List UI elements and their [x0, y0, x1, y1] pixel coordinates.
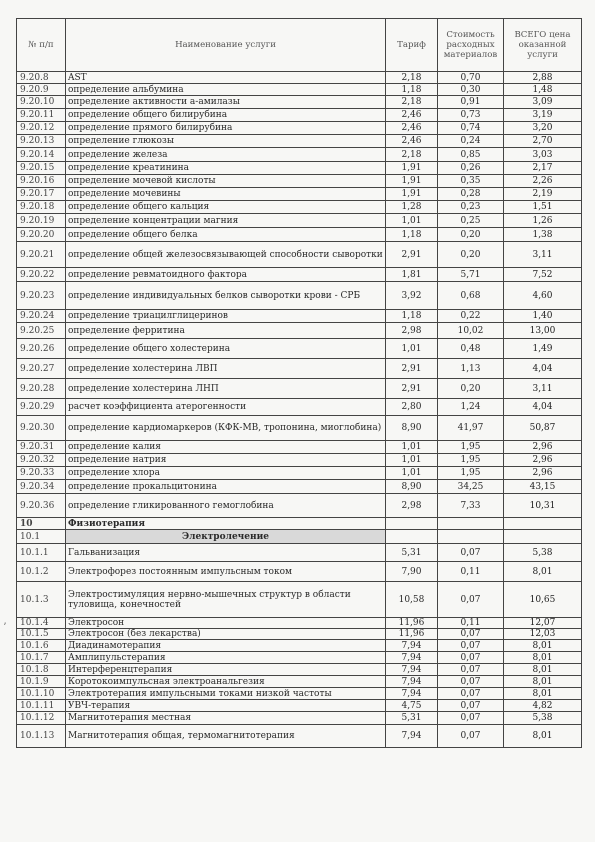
service-name: Электросон — [66, 618, 386, 629]
total-cell: 3,09 — [504, 96, 582, 109]
total-cell: 2,88 — [504, 72, 582, 84]
row-number: 9.20.26 — [17, 339, 66, 359]
margin-mark: ʼ — [3, 622, 7, 633]
row-number: 9.20.32 — [17, 454, 66, 467]
table-row — [17, 379, 582, 399]
table-row — [17, 175, 582, 188]
service-name: Коротокоимпульсная электроанальгезия — [66, 676, 386, 688]
table-row — [17, 664, 582, 676]
total-cell: 2,17 — [504, 162, 582, 175]
total-cell: 7,52 — [504, 268, 582, 282]
tariff-cell: 4,75 — [386, 700, 438, 712]
row-number: 9.20.22 — [17, 268, 66, 282]
materials-cell: 0,07 — [438, 712, 504, 725]
total-cell: 4,04 — [504, 399, 582, 416]
tariff-cell — [386, 530, 438, 544]
row-number: 10.1.13 — [17, 725, 66, 748]
row-number: 9.20.25 — [17, 323, 66, 339]
tariff-cell: 2,18 — [386, 96, 438, 109]
table-row — [17, 162, 582, 175]
table-row — [17, 214, 582, 228]
materials-cell: 1,95 — [438, 454, 504, 467]
table-row — [17, 268, 582, 282]
row-number: 9.20.28 — [17, 379, 66, 399]
row-number: 9.20.19 — [17, 214, 66, 228]
materials-cell: 0,30 — [438, 84, 504, 96]
row-number: 10.1.12 — [17, 712, 66, 725]
tariff-cell: 7,94 — [386, 652, 438, 664]
total-cell: 8,01 — [504, 652, 582, 664]
materials-cell: 0,07 — [438, 629, 504, 640]
tariff-cell: 5,31 — [386, 712, 438, 725]
tariff-cell: 2,91 — [386, 359, 438, 379]
tariff-cell: 2,46 — [386, 135, 438, 148]
price-table — [16, 18, 582, 748]
table-row — [17, 399, 582, 416]
tariff-cell: 8,90 — [386, 416, 438, 441]
service-name: определение холестерина ЛВП — [66, 359, 386, 379]
materials-cell: 0,20 — [438, 228, 504, 242]
tariff-cell: 2,98 — [386, 323, 438, 339]
table-row — [17, 652, 582, 664]
service-name: определение кардиомаркеров (КФК-МВ, тропонина, миоглобина) — [66, 416, 386, 441]
row-number: 9.20.30 — [17, 416, 66, 441]
table-row — [17, 135, 582, 148]
materials-cell: 0,73 — [438, 109, 504, 122]
total-cell: 4,82 — [504, 700, 582, 712]
table-row — [17, 96, 582, 109]
materials-cell: 41,97 — [438, 416, 504, 441]
table-row — [17, 467, 582, 480]
tariff-cell: 1,01 — [386, 467, 438, 480]
tariff-cell: 2,91 — [386, 379, 438, 399]
service-name: Электролечение — [66, 530, 386, 544]
tariff-cell: 7,94 — [386, 688, 438, 700]
header-num: № п/п — [17, 19, 66, 72]
header-total: ВСЕГО цена оказанной услуги — [504, 19, 582, 72]
table-row — [17, 700, 582, 712]
total-cell: 2,96 — [504, 441, 582, 454]
table-row — [17, 480, 582, 494]
materials-cell: 0,23 — [438, 201, 504, 214]
tariff-cell: 10,58 — [386, 582, 438, 618]
tariff-cell: 2,80 — [386, 399, 438, 416]
materials-cell: 0,07 — [438, 664, 504, 676]
row-number: 9.20.31 — [17, 441, 66, 454]
total-cell: 2,26 — [504, 175, 582, 188]
total-cell: 8,01 — [504, 640, 582, 652]
service-name: Магнитотерапия общая, термомагнитотерапия — [66, 725, 386, 748]
total-cell: 1,26 — [504, 214, 582, 228]
table-row — [17, 323, 582, 339]
service-name: Электротерапия импульсными токами низкой частоты — [66, 688, 386, 700]
tariff-cell: 1,01 — [386, 339, 438, 359]
table-row — [17, 712, 582, 725]
tariff-cell: 7,94 — [386, 676, 438, 688]
table-row — [17, 201, 582, 214]
row-number: 9.20.16 — [17, 175, 66, 188]
total-cell: 2,96 — [504, 454, 582, 467]
materials-cell: 0,07 — [438, 582, 504, 618]
tariff-cell: 1,01 — [386, 454, 438, 467]
table-row — [17, 188, 582, 201]
row-number: 10.1.6 — [17, 640, 66, 652]
table-row — [17, 725, 582, 748]
table-row — [17, 494, 582, 518]
price-list-page — [16, 18, 581, 748]
row-number: 9.20.21 — [17, 242, 66, 268]
table-row — [17, 339, 582, 359]
table-row — [17, 441, 582, 454]
table-row — [17, 148, 582, 162]
total-cell: 8,01 — [504, 688, 582, 700]
total-cell: 43,15 — [504, 480, 582, 494]
materials-cell: 0,07 — [438, 676, 504, 688]
service-name: определение натрия — [66, 454, 386, 467]
total-cell: 50,87 — [504, 416, 582, 441]
table-body — [17, 72, 582, 748]
total-cell: 10,65 — [504, 582, 582, 618]
table-row — [17, 618, 582, 629]
tariff-cell: 1,81 — [386, 268, 438, 282]
table-row — [17, 688, 582, 700]
materials-cell: 0,07 — [438, 652, 504, 664]
materials-cell: 0,25 — [438, 214, 504, 228]
total-cell: 1,40 — [504, 310, 582, 323]
row-number: 9.20.36 — [17, 494, 66, 518]
header-tariff: Тариф — [386, 19, 438, 72]
row-number: 9.20.24 — [17, 310, 66, 323]
row-number: 10 — [17, 518, 66, 530]
table-row — [17, 72, 582, 84]
total-cell: 5,38 — [504, 544, 582, 562]
row-number: 10.1.3 — [17, 582, 66, 618]
total-cell: 12,07 — [504, 618, 582, 629]
row-number: 9.20.20 — [17, 228, 66, 242]
materials-cell: 0,07 — [438, 544, 504, 562]
service-name: Гальванизация — [66, 544, 386, 562]
row-number: 9.20.29 — [17, 399, 66, 416]
header-name: Наименование услуги — [66, 19, 386, 72]
service-name: определение глюкозы — [66, 135, 386, 148]
materials-cell: 0,07 — [438, 640, 504, 652]
total-cell: 3,03 — [504, 148, 582, 162]
tariff-cell: 1,28 — [386, 201, 438, 214]
materials-cell: 0,91 — [438, 96, 504, 109]
total-cell: 3,20 — [504, 122, 582, 135]
table-row — [17, 676, 582, 688]
table-row — [17, 109, 582, 122]
row-number: 9.20.23 — [17, 282, 66, 310]
materials-cell: 0,07 — [438, 688, 504, 700]
table-row — [17, 640, 582, 652]
row-number: 9.20.15 — [17, 162, 66, 175]
total-cell: 8,01 — [504, 664, 582, 676]
materials-cell: 0,07 — [438, 700, 504, 712]
row-number: 10.1.11 — [17, 700, 66, 712]
row-number: 9.20.8 — [17, 72, 66, 84]
tariff-cell: 1,18 — [386, 84, 438, 96]
tariff-cell: 2,98 — [386, 494, 438, 518]
materials-cell: 1,95 — [438, 467, 504, 480]
table-row — [17, 359, 582, 379]
subsection-row — [17, 530, 582, 544]
service-name: определение индивидуальных белков сыворотки крови - СРБ — [66, 282, 386, 310]
total-cell — [504, 530, 582, 544]
materials-cell: 34,25 — [438, 480, 504, 494]
section-row — [17, 518, 582, 530]
total-cell: 1,38 — [504, 228, 582, 242]
total-cell: 13,00 — [504, 323, 582, 339]
materials-cell: 0,22 — [438, 310, 504, 323]
materials-cell: 0,26 — [438, 162, 504, 175]
row-number: 10.1.4 — [17, 618, 66, 629]
table-row — [17, 122, 582, 135]
row-number: 9.20.10 — [17, 96, 66, 109]
table-row — [17, 228, 582, 242]
table-row — [17, 310, 582, 323]
tariff-cell: 2,46 — [386, 109, 438, 122]
total-cell: 5,38 — [504, 712, 582, 725]
total-cell: 4,60 — [504, 282, 582, 310]
service-name: Интерференцтерапия — [66, 664, 386, 676]
tariff-cell: 2,46 — [386, 122, 438, 135]
total-cell — [504, 518, 582, 530]
materials-cell: 0,11 — [438, 618, 504, 629]
tariff-cell: 5,31 — [386, 544, 438, 562]
row-number: 10.1.9 — [17, 676, 66, 688]
table-row — [17, 629, 582, 640]
tariff-cell: 2,91 — [386, 242, 438, 268]
service-name: определение концентрации магния — [66, 214, 386, 228]
service-name: определение прокальцитонина — [66, 480, 386, 494]
service-name: определение альбумина — [66, 84, 386, 96]
materials-cell: 1,13 — [438, 359, 504, 379]
service-name: определение ревматоидного фактора — [66, 268, 386, 282]
service-name: Электростимуляция нервно-мышечных структур в области туловища, конечностей — [66, 582, 386, 618]
service-name: определение общего кальция — [66, 201, 386, 214]
total-cell: 3,19 — [504, 109, 582, 122]
tariff-cell — [386, 518, 438, 530]
materials-cell: 0,28 — [438, 188, 504, 201]
row-number: 9.20.12 — [17, 122, 66, 135]
total-cell: 1,48 — [504, 84, 582, 96]
service-name: определение хлора — [66, 467, 386, 480]
service-name: определение триацилглицеринов — [66, 310, 386, 323]
table-row — [17, 242, 582, 268]
tariff-cell: 8,90 — [386, 480, 438, 494]
total-cell: 1,49 — [504, 339, 582, 359]
service-name: определение общей железосвязывающей способности сыворотки — [66, 242, 386, 268]
total-cell: 10,31 — [504, 494, 582, 518]
row-number: 9.20.18 — [17, 201, 66, 214]
row-number: 9.20.34 — [17, 480, 66, 494]
row-number: 10.1.2 — [17, 562, 66, 582]
table-row — [17, 582, 582, 618]
materials-cell: 0,11 — [438, 562, 504, 582]
service-name: определение общего холестерина — [66, 339, 386, 359]
row-number: 9.20.11 — [17, 109, 66, 122]
row-number: 9.20.13 — [17, 135, 66, 148]
tariff-cell: 2,18 — [386, 148, 438, 162]
service-name: определение мочевой кислоты — [66, 175, 386, 188]
tariff-cell: 11,96 — [386, 618, 438, 629]
table-row — [17, 562, 582, 582]
tariff-cell: 7,94 — [386, 640, 438, 652]
tariff-cell: 1,01 — [386, 441, 438, 454]
table-row — [17, 416, 582, 441]
service-name: определение общего билирубина — [66, 109, 386, 122]
row-number: 10.1.1 — [17, 544, 66, 562]
tariff-cell: 1,91 — [386, 175, 438, 188]
total-cell: 3,11 — [504, 379, 582, 399]
tariff-cell: 7,90 — [386, 562, 438, 582]
tariff-cell: 7,94 — [386, 664, 438, 676]
row-number: 9.20.17 — [17, 188, 66, 201]
total-cell: 2,19 — [504, 188, 582, 201]
tariff-cell: 1,18 — [386, 310, 438, 323]
service-name: определение активности а-амилазы — [66, 96, 386, 109]
table-row — [17, 282, 582, 310]
service-name: расчет коэффициента атерогенности — [66, 399, 386, 416]
row-number: 10.1.8 — [17, 664, 66, 676]
service-name: Физиотерапия — [66, 518, 386, 530]
header-materials: Стоимость расходных материалов — [438, 19, 504, 72]
service-name: Электрофорез постоянным импульсным током — [66, 562, 386, 582]
materials-cell: 1,95 — [438, 441, 504, 454]
row-number: 9.20.33 — [17, 467, 66, 480]
service-name: определение железа — [66, 148, 386, 162]
row-number: 9.20.9 — [17, 84, 66, 96]
materials-cell: 0,85 — [438, 148, 504, 162]
materials-cell: 0,74 — [438, 122, 504, 135]
materials-cell — [438, 518, 504, 530]
materials-cell: 0,20 — [438, 379, 504, 399]
service-name: определение ферритина — [66, 323, 386, 339]
tariff-cell: 1,18 — [386, 228, 438, 242]
total-cell: 8,01 — [504, 725, 582, 748]
row-number: 9.20.14 — [17, 148, 66, 162]
service-name: определение калия — [66, 441, 386, 454]
materials-cell: 5,71 — [438, 268, 504, 282]
service-name: AST — [66, 72, 386, 84]
service-name: Амплипульстерапия — [66, 652, 386, 664]
tariff-cell: 2,18 — [386, 72, 438, 84]
service-name: определение креатинина — [66, 162, 386, 175]
row-number: 10.1.10 — [17, 688, 66, 700]
total-cell: 2,96 — [504, 467, 582, 480]
total-cell: 1,51 — [504, 201, 582, 214]
materials-cell: 0,24 — [438, 135, 504, 148]
materials-cell: 10,02 — [438, 323, 504, 339]
row-number: 9.20.27 — [17, 359, 66, 379]
service-name: УВЧ-терапия — [66, 700, 386, 712]
tariff-cell: 3,92 — [386, 282, 438, 310]
materials-cell: 7,33 — [438, 494, 504, 518]
total-cell: 8,01 — [504, 676, 582, 688]
tariff-cell: 7,94 — [386, 725, 438, 748]
table-row — [17, 454, 582, 467]
service-name: определение холестерина ЛНП — [66, 379, 386, 399]
total-cell: 2,70 — [504, 135, 582, 148]
total-cell: 12,03 — [504, 629, 582, 640]
materials-cell: 0,07 — [438, 725, 504, 748]
total-cell: 8,01 — [504, 562, 582, 582]
row-number: 10.1.7 — [17, 652, 66, 664]
service-name: определение гликированного гемоглобина — [66, 494, 386, 518]
table-header-row — [17, 19, 582, 72]
materials-cell: 0,68 — [438, 282, 504, 310]
table-row — [17, 84, 582, 96]
materials-cell — [438, 530, 504, 544]
tariff-cell: 1,91 — [386, 188, 438, 201]
service-name: Диадинамотерапия — [66, 640, 386, 652]
service-name: определение общего белка — [66, 228, 386, 242]
service-name: определение мочевины — [66, 188, 386, 201]
row-number: 10.1.5 — [17, 629, 66, 640]
materials-cell: 0,70 — [438, 72, 504, 84]
materials-cell: 0,20 — [438, 242, 504, 268]
total-cell: 4,04 — [504, 359, 582, 379]
tariff-cell: 1,01 — [386, 214, 438, 228]
materials-cell: 0,48 — [438, 339, 504, 359]
row-number: 10.1 — [17, 530, 66, 544]
total-cell: 3,11 — [504, 242, 582, 268]
tariff-cell: 11,96 — [386, 629, 438, 640]
tariff-cell: 1,91 — [386, 162, 438, 175]
service-name: Электросон (без лекарства) — [66, 629, 386, 640]
table-row — [17, 544, 582, 562]
service-name: Магнитотерапия местная — [66, 712, 386, 725]
service-name: определение прямого билирубина — [66, 122, 386, 135]
materials-cell: 1,24 — [438, 399, 504, 416]
materials-cell: 0,35 — [438, 175, 504, 188]
